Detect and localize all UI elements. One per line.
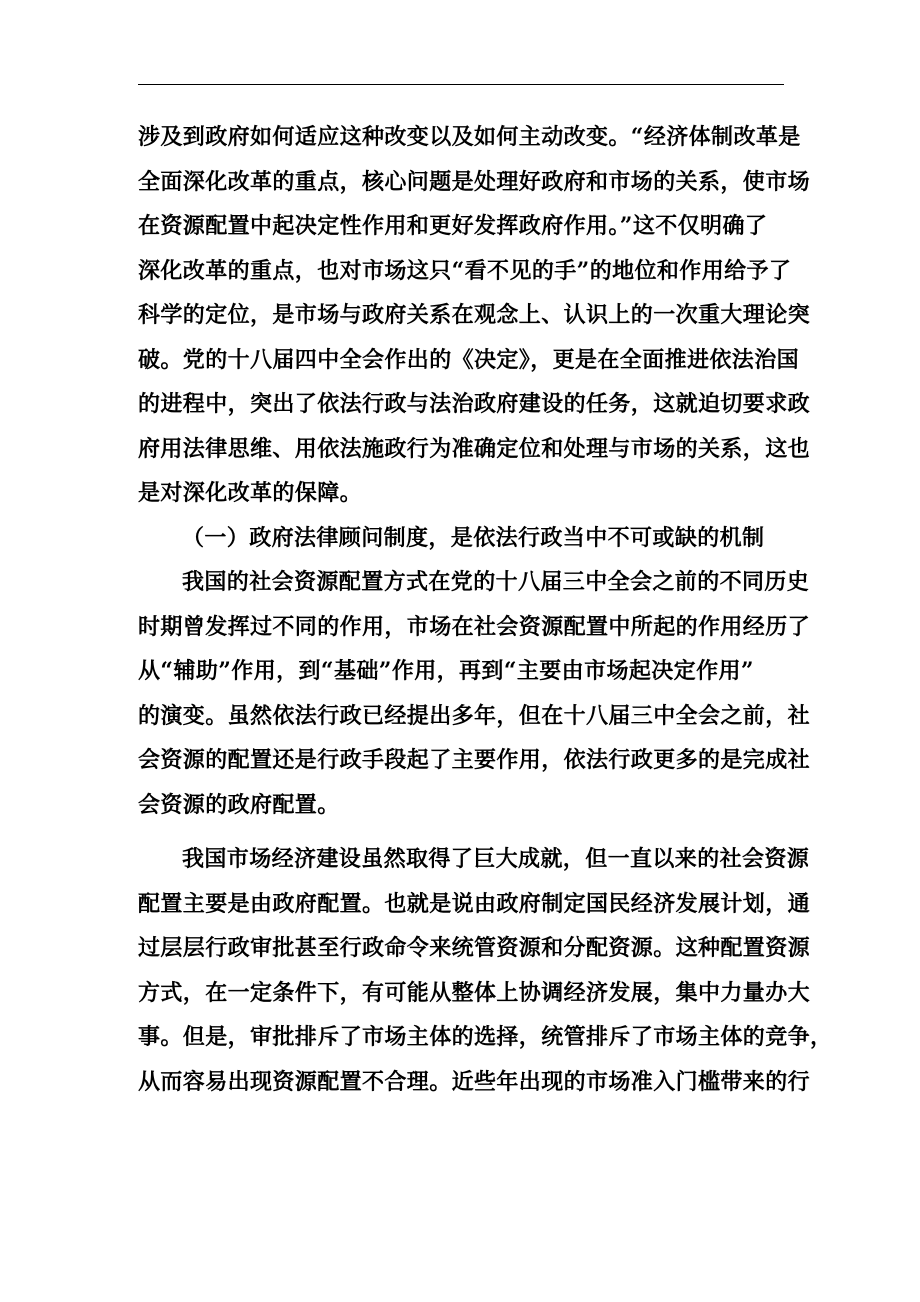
text-line: 涉及到政府如何适应这种改变以及如何主动改变。“经济体制改革是: [138, 124, 801, 150]
text-line: 事。但是，审批排斥了市场主体的选择，统管排斥了市场主体的竞争，: [138, 1024, 833, 1050]
section-heading: [138, 516, 790, 561]
text-line: 方式，在一定条件下，有可能从整体上协调经济发展，集中力量办大: [138, 979, 811, 1006]
text-line: 的进程中，突出了依法行政与法治政府建设的任务，这就迫切要求政: [138, 391, 811, 417]
text-line: 配置主要是由政府配置。也就是说由政府制定国民经济发展计划，通: [138, 890, 811, 917]
text-line: 是对深化改革的保障。: [138, 480, 363, 506]
paragraph-2: [138, 560, 811, 827]
text-line: 破。党的十八届四中全会作出的《决定》，更是在全面推进依法治国: [138, 346, 800, 373]
paragraph-3: [138, 837, 833, 1104]
text-line: 科学的定位，是市场与政府关系在观念上、认识上的一次重大理论突: [138, 302, 811, 328]
text-line: 府用法律思维、用依法施政行为准确定位和处理与市场的关系，这也: [138, 435, 811, 462]
text-line: 从“辅助”作用，到“基础”作用，再到“主要由市场起决定作用”: [138, 658, 754, 684]
section-heading-text: （一）政府法律顾问制度，是依法行政当中不可或缺的机制: [182, 524, 765, 551]
text-line: 全面深化改革的重点，核心问题是处理好政府和市场的关系，使市场: [138, 168, 811, 195]
text-line: 在资源配置中起决定性作用和更好发挥政府作用。”这不仅明确了: [138, 213, 768, 239]
text-line: 会资源的配置还是行政手段起了主要作用，依法行政更多的是完成社: [138, 747, 811, 773]
text-line: 时期曾发挥过不同的作用，市场在社会资源配置中所起的作用经历了: [138, 613, 811, 640]
text-line: 的演变。虽然依法行政已经提出多年，但在十八届三中全会之前，社: [138, 702, 811, 729]
text-line: 会资源的政府配置。: [138, 791, 340, 818]
paragraph-gap: [138, 827, 790, 837]
document-body: [138, 115, 833, 1104]
text-line: 我国的社会资源配置方式在党的十八届三中全会之前的不同历史: [182, 569, 810, 595]
paragraph-1: [138, 115, 811, 516]
text-line: 我国市场经济建设虽然取得了巨大成就，但一直以来的社会资源: [182, 846, 810, 872]
header-rule: [138, 84, 784, 85]
text-line: 过层层行政审批甚至行政命令来统管资源和分配资源。这种配置资源: [138, 935, 811, 961]
text-line: 从而容易出现资源配置不合理。近些年出现的市场准入门槛带来的行: [138, 1068, 811, 1095]
text-line: 深化改革的重点，也对市场这只“看不见的手”的地位和作用给予了: [138, 257, 792, 284]
